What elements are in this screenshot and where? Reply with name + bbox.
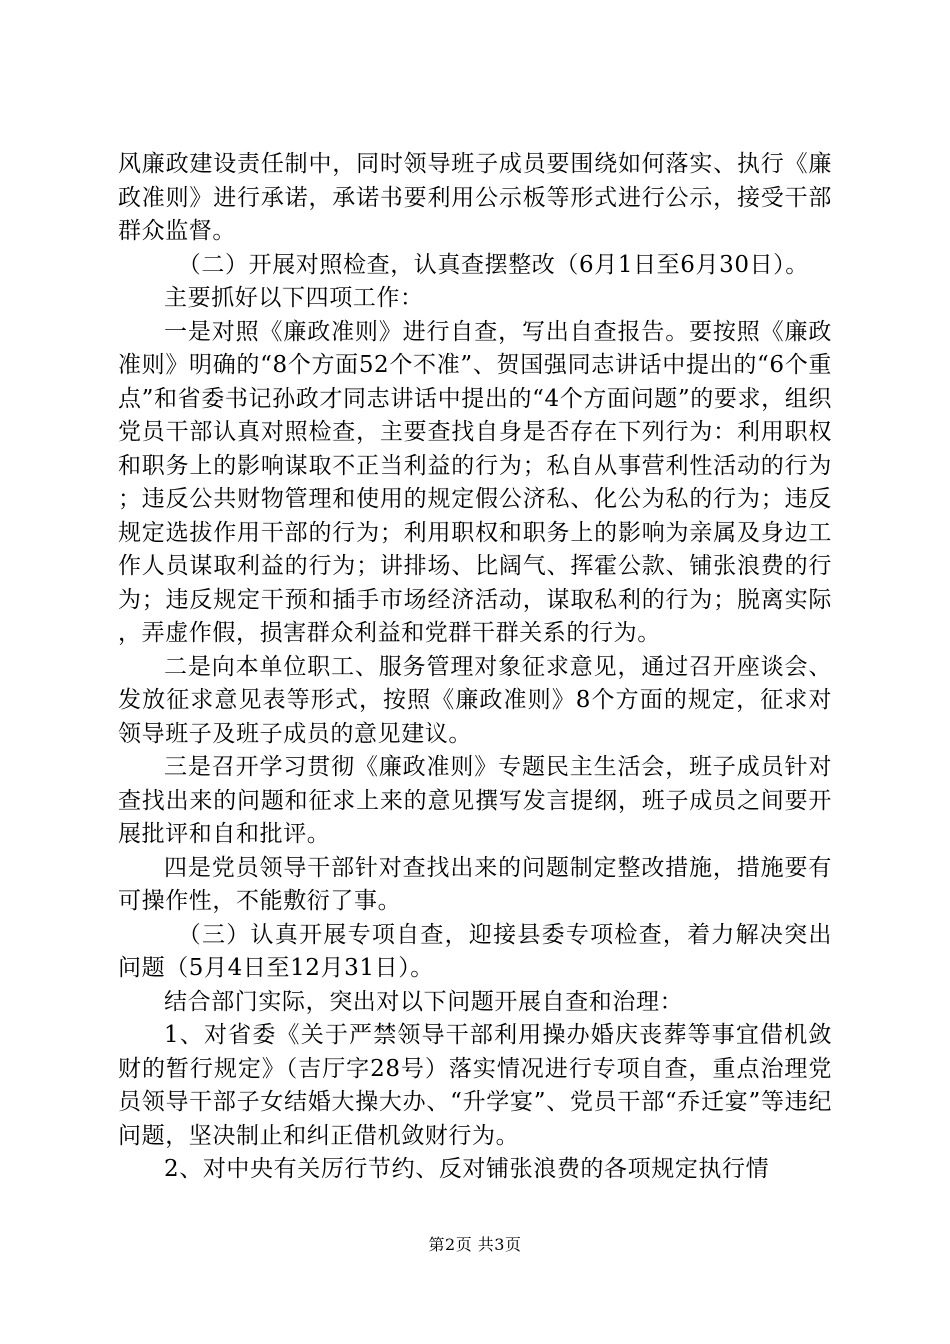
paragraph-intro-2: 结合部门实际，突出对以下问题开展自查和治理： [164,988,684,1015]
paragraph-item-3: 三是召开学习贯彻《廉政准则》专题民主生活会，班子成员针对查找出来的问题和征求上来的意见撰写发言提纲，班子成员之间要开展批评和自和批评。 [118,754,832,847]
paragraph-item-4: 四是党员领导干部针对查找出来的问题制定整改措施，措施要有可操作性，不能敷衍了事。 [118,854,832,914]
paragraph-intro: 主要抓好以下四项工作： [164,285,424,311]
document-body [118,148,832,1187]
section-heading-2: （二）开展对照检查，认真查摆整改（6月1日至6月30日）。 [177,251,809,278]
paragraph-item-1: 一是对照《廉政准则》进行自查，写出自查报告。要按照《廉政准则》明确的“8个方面52个不准”、贺国强同志讲话中提出的“6个重点”和省委书记孙政才同志讲话中提出的“4个方面问题”的要求，组织党员干部认真对照检查，主要查找自身是否存在下列行为：利用职权和职务上的影响谋取不正当利益的行为；私自从事营利性活动的行为；违反公共财物管理和使用的规定假公济私、化公为私的行为；违反规定选拔作用干部的行为；利用职权和职务上的影响为亲属及身边工作人员谋取利益的行为；讲排场、比阔气、挥霍公款、铺张浪费的行为；违反规定干预和插手市场经济活动，谋取私利的行为；脱离实际，弄虚作假，损害群众利益和党群干群关系的行为。 [118,318,832,646]
paragraph-continuation: 风廉政建设责任制中，同时领导班子成员要围绕如何落实、执行《廉政准则》进行承诺，承诺书要利用公示板等形式进行公示，接受干部群众监督。 [118,151,832,244]
section-heading-3: （三）认真开展专项自查，迎接县委专项检查，着力解决突出问题（5月4日至12月31日）。 [118,921,832,981]
paragraph-numbered-1: 1、对省委《关于严禁领导干部利用操办婚庆丧葬等事宜借机敛财的暂行规定》（吉厅字28号）落实情况进行专项自查，重点治理党员领导干部子女结婚大操大办、“升学宴”、党员干部“乔迁宴”等违纪问题，坚决制止和纠正借机敛财行为。 [118,1022,832,1149]
paragraph-numbered-2: 2、对中央有关厉行节约、反对铺张浪费的各项规定执行情 [164,1156,770,1182]
page-footer: 第2页 共3页 [428,1235,522,1254]
paragraph-item-2: 二是向本单位职工、服务管理对象征求意见，通过召开座谈会、发放征求意见表等形式，按照《廉政准则》8个方面的规定，征求对领导班子及班子成员的意见建议。 [118,653,832,747]
